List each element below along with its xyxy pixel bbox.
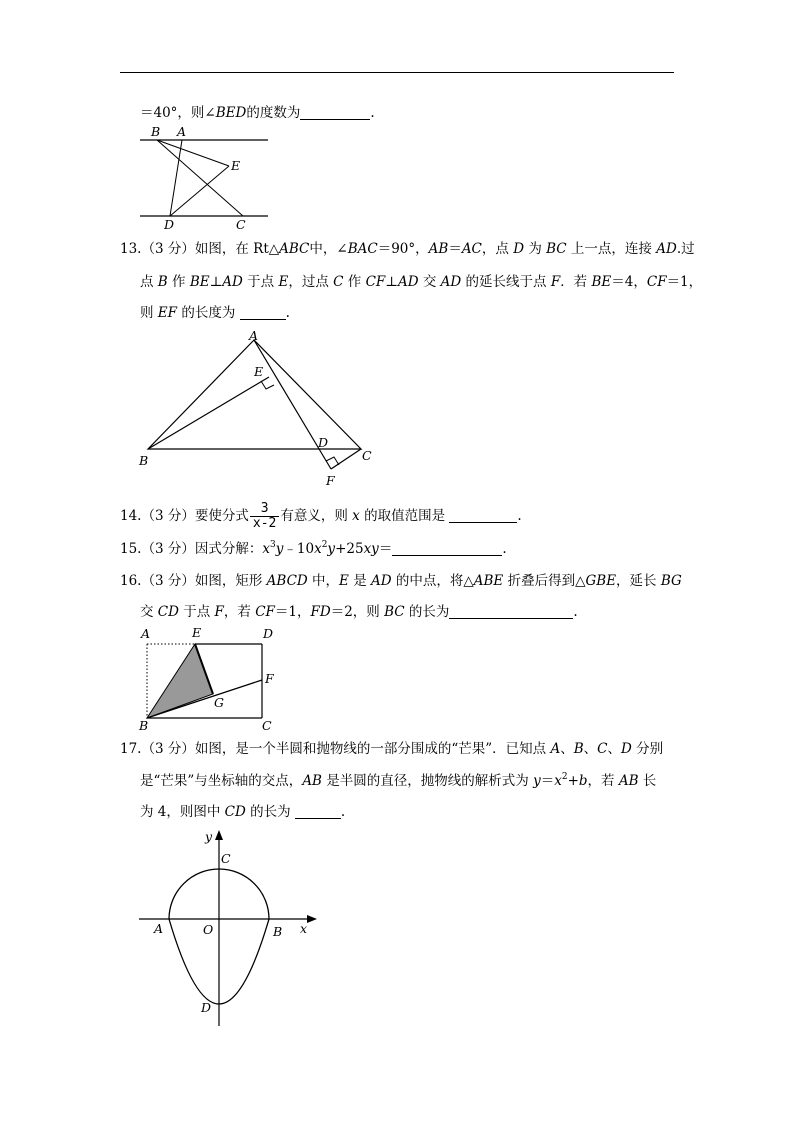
- q14-line: 14.（3 分）要使分式 $\frac{3}{x-2}$ 有意义，则 x 的取值范围是 .: [120, 501, 522, 531]
- x-axis-arrow-icon: [307, 915, 317, 923]
- segment-ed: [170, 166, 229, 216]
- label-d: D: [201, 1000, 212, 1015]
- label-g: G: [214, 695, 224, 710]
- label-b: B: [151, 124, 161, 139]
- label-c: C: [262, 718, 272, 733]
- q17-line-2: 是“芒果”与坐标轴的交点，AB 是半圆的直径，抛物线的解析式为 $y=x^2+b$，若 AB 长: [140, 772, 657, 789]
- q17-line-1: 17.（3 分）如图，是一个半圆和抛物线的一部分围成的“芒果”．已知点 A、B、C、D 分别: [120, 741, 664, 757]
- q12-text-a: ＝40°，则∠: [140, 105, 216, 121]
- answer-blank[interactable]: [300, 105, 370, 120]
- answer-blank[interactable]: [295, 804, 341, 819]
- answer-blank[interactable]: [392, 541, 502, 556]
- q12-angle: BED: [215, 105, 247, 121]
- triangle-abc: [148, 340, 361, 449]
- label-c: C: [221, 851, 231, 866]
- label-a: A: [141, 626, 151, 641]
- answer-blank[interactable]: [449, 508, 517, 523]
- y-axis-arrow-icon: [215, 830, 223, 840]
- label-e: E: [254, 364, 264, 379]
- q17-figure: [135, 826, 325, 1032]
- label-e: E: [231, 158, 241, 173]
- label-o: O: [203, 922, 214, 937]
- q12-figure: [135, 122, 275, 234]
- label-a: A: [177, 124, 187, 139]
- label-e: E: [192, 625, 202, 640]
- fraction: $\frac{3}{x-2}$: [250, 502, 279, 531]
- label-b: B: [139, 453, 149, 468]
- segment-be: [148, 377, 269, 449]
- label-c: C: [236, 217, 246, 232]
- label-d: D: [263, 626, 274, 641]
- segment-ad: [170, 140, 182, 216]
- label-f: F: [265, 671, 274, 686]
- answer-blank[interactable]: [240, 305, 286, 320]
- label-y: y: [205, 829, 213, 844]
- label-b: B: [139, 718, 149, 733]
- q13-line-2: 点 B 作 BE⊥AD 于点 E，过点 C 作 CF⊥AD 交 AD 的延长线于点 F．若 BE＝4，CF＝1，: [140, 274, 703, 290]
- segment-be: [157, 140, 229, 166]
- label-d: D: [164, 217, 175, 232]
- q16-line-2: 交 CD 于点 F，若 CF＝1，FD＝2，则 BC 的长为 .: [140, 604, 578, 620]
- q13-line-3: 则 EF 的长度为 .: [140, 305, 290, 321]
- label-b: B: [273, 924, 283, 939]
- right-angle-e: [261, 381, 274, 389]
- label-f: F: [326, 473, 335, 488]
- q15-line: 15.（3 分）因式分解：$x^3y﹣10x^2y+25xy=$ .: [120, 540, 507, 557]
- q13-figure: [135, 328, 385, 490]
- q12-text-c: 的度数为: [246, 105, 301, 121]
- q16-figure: [135, 624, 285, 736]
- answer-blank[interactable]: [449, 604, 573, 619]
- q16-line-1: 16.（3 分）如图，矩形 ABCD 中，E 是 AD 的中点，将△ABE 折叠后得到△GBE，延长 BG: [120, 573, 682, 589]
- q12-tail: ＝40°，则∠BED的度数为 .: [140, 105, 375, 121]
- segment-bc: [157, 140, 243, 216]
- label-a: A: [154, 921, 164, 936]
- header-rule: [120, 72, 674, 73]
- label-d: D: [318, 435, 329, 450]
- label-a: A: [249, 328, 259, 343]
- label-x: x: [300, 921, 308, 936]
- q17-line-3: 为 4，则图中 CD 的长为 .: [140, 804, 346, 820]
- q13-line-1: 13.（3 分）如图，在 Rt△ABC中，∠BAC＝90°，AB＝AC，点 D 为 BC 上一点，连接 AD.过: [120, 241, 695, 257]
- label-c: C: [362, 448, 372, 463]
